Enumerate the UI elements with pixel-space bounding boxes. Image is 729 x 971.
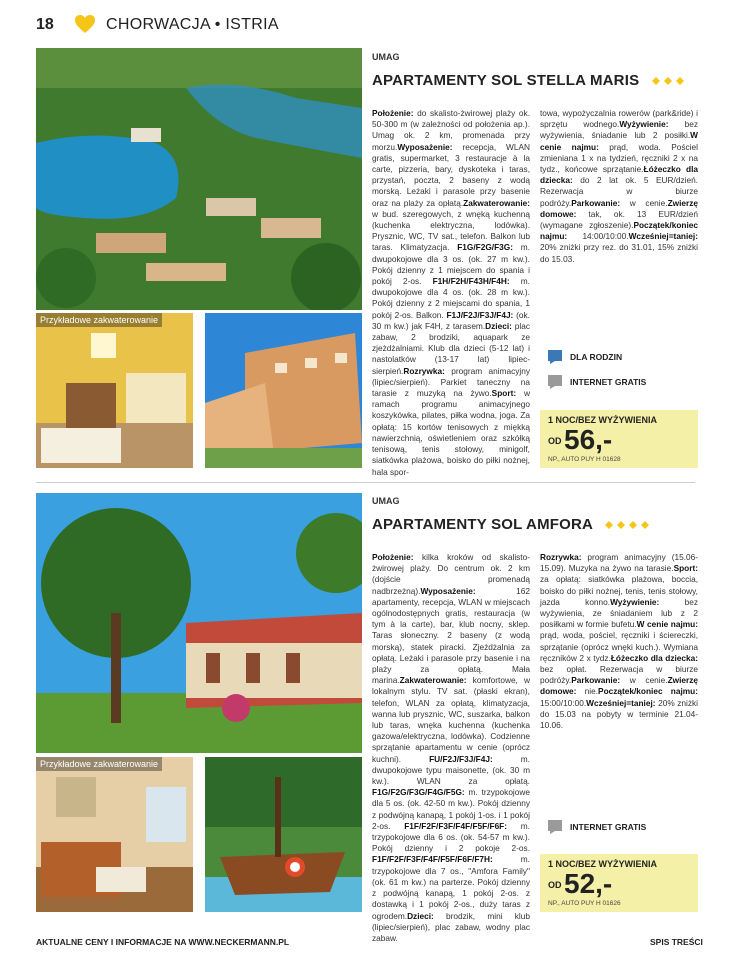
rating-suns-icon [603, 519, 661, 531]
description-body: m. trzypokojowe dla 6 os. (ok. 54-57 m kw.). Pokój dzienny i 2 pokoje 2-os. [372, 820, 530, 854]
price-box [540, 410, 698, 468]
offer-city: UMAG [372, 52, 400, 62]
breadcrumb: CHORWACJA • ISTRIA [106, 16, 279, 33]
description-text [372, 108, 530, 478]
description-heading: Początek/koniec najmu: [598, 686, 699, 697]
offer-title-text: APARTAMENTY SOL AMFORA [372, 516, 593, 533]
description-body: bez wyżywienia, ze śniadaniem lub z 2 posiłkami w formie bufetu. [540, 596, 698, 630]
price-label: 1 NOC/BEZ WYŻYWIENIA [548, 415, 658, 425]
offer-description-col2 [540, 552, 698, 731]
description-body: w ramach programu animacyjnego koszykówka, pilates, piłka wodna, joga. Za opłatą: 15 kortów tenisowych z miękką nawierzchnią, oświetleniem oraz szkółką tenisową, tenis stołowy, minigolf, siatkówka plażowa, boisko do piłki nożnej, hala spor- [372, 388, 530, 477]
description-heading: Wcześniej=taniej: [586, 697, 656, 708]
description-heading: W cenie najmu: [540, 130, 698, 152]
offer-title-text: APARTAMENTY SOL STELLA MARIS [372, 72, 640, 89]
description-text [372, 552, 530, 944]
description-heading: Parkowanie: [571, 197, 621, 208]
feature-internet [548, 820, 646, 834]
description-heading: Zakwaterowanie: [399, 675, 467, 686]
description-body: komfortowe, w lokalnym stylu. TV sat. (płaski ekran), telefon, WLAN za opłatą, klimatyzacja, wanna lub prysznic, WC, suszarka, balkon lub taras, wnęka kuchenna (kuchenka gazowa/elektryczna, lodówka). Codzienne sprzątanie apartamentu w cenie (oprócz kuchni). [372, 675, 530, 764]
feature-family [548, 350, 622, 364]
offer-title [372, 72, 694, 89]
apartment-interior-photo [36, 313, 193, 468]
offer-description-col1 [372, 552, 530, 944]
description-heading: Łóżeczko dla dziecka: [540, 164, 698, 186]
description-body: 20% zniżki do 15.03 na pobyty w terminie 21.04-10.06. [540, 697, 698, 731]
description-heading: Sport: [673, 563, 698, 574]
description-heading: Położenie: [372, 552, 414, 562]
description-heading: F1F/F2F/F3F/F4F/F5F/F6F/F7H: [372, 854, 493, 865]
description-heading: F1J/F2J/F3J/F4J: [446, 309, 514, 320]
section-divider [36, 482, 695, 483]
description-body: kilka kroków od skalisto-żwirowej plaży. Do centrum ok. 2 km (dojście promenadą nadbrzeżną). [372, 552, 530, 596]
description-heading: F1F/F2F/F3F/F4F/F5F/F6F: [404, 820, 508, 831]
description-body: program animacyjny (lipiec/sierpień). Parkiet taneczny na tarasie z muzyką na żywo. [372, 365, 530, 399]
description-heading: Wyżywienie: [610, 596, 660, 607]
page-number: 18 [36, 16, 54, 33]
description-heading: Zwierzę domowe: [540, 197, 698, 219]
description-heading: Łóżeczko dla dziecka: [610, 652, 698, 663]
description-heading: Początek/koniec najmu: [540, 220, 698, 242]
description-heading: Parkowanie: [571, 675, 621, 686]
description-heading: Wcześniej=taniej: [628, 231, 698, 242]
description-text [540, 552, 698, 731]
description-body: 14:00/10:00. [567, 231, 629, 242]
description-body: brodzik, mini klub (lipiec/sierpień), plac zabaw, wodny plac zabaw. [372, 910, 530, 943]
description-body: prąd, woda. Pościel zmieniana 1 x na tydzień, ręczniki 2 x na tydz., końcowe sprzątanie. [540, 141, 698, 175]
description-body: program animacyjny (15.06-15.09). Muzyka na żywo na tarasie. [540, 552, 698, 574]
description-body: m. dwupokojowe dla 3 os. (ok. 27 m kw.). Pokój dzienny z 1 miejscem do spania i pokój 2-os. [372, 242, 530, 287]
description-body: recepcja, WLAN gratis, supermarket, 3 restauracje à la carte, pizzeria, bary, dyskoteka i taras, przystań, poczta, 2 baseny z wodą morską. Leżaki i parasole przy basenie oraz na plaży za opłatą. [372, 141, 530, 208]
description-body: towa, wypożyczalnia rowerów (park&ride) i sprzętu wodnego. [540, 108, 698, 130]
description-heading: Rozrywka: [403, 365, 445, 376]
description-body: 15:00/10:00. [540, 697, 587, 708]
description-body: w cenie. [620, 675, 668, 686]
description-body: w cenie. [620, 197, 668, 208]
description-body: m. trzypokojowe dla 7 os., "Amfora Family" (ok. 61 m kw.) na parterze. Pokój dzienny z podwójną kanapą, 1 pokój 2-os. z dostawką i 1 pokój 2-os., duży taras z ogrodem. [372, 854, 530, 921]
feature-label: INTERNET GRATIS [570, 822, 647, 832]
description-body: (ok. 30 m kw.) jak F4H, z tarasem. [372, 309, 530, 331]
offer-description-col2 [540, 108, 698, 265]
description-heading: F1H/F2H/F43H/F4H: [432, 276, 510, 287]
building-exterior-photo [205, 313, 362, 468]
pirate-ship-pool-photo [205, 757, 362, 912]
heart-logo-icon [74, 14, 96, 34]
description-body: bez opłat. Rezerwacja w biurze podróży. [540, 664, 698, 686]
price-amount: 52,- [564, 868, 613, 899]
description-body: m. trzypokojowe dla 5 os. (ok. 42-50 m kw.). Pokój dzienny z podwójną kanapą, 1 pokój 1-os. i 1 pokój 2-os. [372, 787, 530, 831]
price-note: NP., AUTO PUY H 01626 [548, 900, 621, 907]
description-heading: Rozrywka: [540, 552, 582, 562]
internet-icon [548, 820, 562, 834]
price-label: 1 NOC/BEZ WYŻYWIENIA [548, 859, 658, 869]
description-text [540, 108, 698, 265]
description-heading: Zwierzę domowe: [540, 675, 698, 697]
offer-title [372, 516, 661, 533]
rating-suns-icon [650, 75, 694, 87]
feature-label: DLA RODZIN [570, 352, 623, 362]
description-body: m. dwupokojowe dla 4 os. (ok. 28 m kw.). Pokój dzienny z 2 miejscami do spania, 1 pokój 2-os. Balkon. [372, 276, 530, 320]
description-body: nie. [576, 686, 599, 697]
description-body: bez wyżywienia, śniadanie lub 2 posiłki. [540, 119, 698, 141]
description-heading: W cenie najmu: [636, 619, 698, 630]
description-body: 20% zniżki przy rez. do 31.01, 15% zniżki do 15.03. [540, 242, 698, 264]
description-heading: F1G/F2G/F3G/F4G/F5G: [372, 787, 465, 798]
description-heading: Położenie: [372, 108, 414, 118]
description-body: do 2 lat ok. 5 EUR/dzień. Rezerwacja w biurze podróży. [540, 175, 698, 208]
photo-caption: Przykładowe zakwaterowanie [36, 757, 162, 771]
price-box [540, 854, 698, 912]
price-note: NP., AUTO PUY H 01628 [548, 456, 621, 463]
description-heading: FU/F2J/F3J/F4J: [429, 753, 493, 764]
offer-city: UMAG [372, 496, 400, 506]
description-body: plac zabaw, 2 brodziki, aquapark ze zjeżdżalniami. Klub dla dzieci (5-12 lat) i nastolatków (13-17 lat) lipiec-sierpień. [372, 320, 531, 376]
price-from: OD [548, 880, 562, 890]
description-heading: Wyżywienie: [619, 119, 669, 130]
description-heading: F1G/F2G/F3G: [457, 242, 513, 253]
description-heading: Wyposażenie: [420, 585, 476, 596]
feature-internet [548, 375, 646, 389]
description-heading: Dzieci: [485, 320, 512, 331]
description-body: m. dwupokojowe typu maisonette, (ok. 30 m kw.). WLAN za opłatą. [372, 753, 530, 787]
apartment-living-room-photo [36, 757, 193, 912]
description-body: tak, ok. 13 EUR/dzień (wymagane zgłoszenie). [540, 208, 698, 231]
description-body: do skalisto-żwirowej plaży ok. 50-300 m (w zależności od położenia ap.). Umag ok. 2 km, promenada przy morzu. [372, 108, 530, 152]
description-heading: Sport: [491, 388, 517, 399]
table-of-contents-link[interactable]: SPIS TREŚCI [650, 937, 703, 947]
offer-description-col1 [372, 108, 530, 478]
price-amount: 56,- [564, 424, 613, 455]
price-from: OD [548, 436, 562, 446]
description-body: za opłatą: siatkówka plażowa, boccia, boisko do piłki nożnej, tenis, tenis stołowy, jazda konno. [540, 574, 698, 607]
resort-aerial-photo [36, 48, 362, 310]
family-icon [548, 350, 562, 364]
resort-garden-photo [36, 493, 362, 753]
description-body: w bud. szeregowych, z wnęką kuchenną (kuchenka elektryczna, lodówka). Prysznic, WC, TV sat., telefon. Balkon lub taras. Klimatyzacja. [372, 208, 530, 253]
photo-caption: Przykładowe zakwaterowanie [36, 313, 162, 327]
footer-website-link[interactable]: AKTUALNE CENY I INFORMACJE NA WWW.NECKERMANN.PL [36, 937, 290, 947]
description-heading: Wyposażenie: [397, 141, 453, 152]
description-heading: Zakwaterowanie: [463, 197, 530, 208]
description-heading: Dzieci: [407, 910, 434, 921]
internet-icon [548, 375, 562, 389]
description-body: prąd, woda, pościel, ręczniki i ściereczki, sprzątanie (oprócz wnęki kuch.). Wymiana ręczników 2 x tydz. [540, 630, 698, 663]
feature-label: INTERNET GRATIS [570, 377, 647, 387]
description-body: 162 apartamenty, recepcja, WLAN w miejscach ogólnodostępnych gratis, restauracja (w tym à la carte), bar, klub nocny, sklep. Taras słoneczny. 2 baseny (z wodą morską), statek piracki. Zjeżdżalnia za opłatą. Leżaki i parasole przy basenie i na plaży za opłatą. Mała marina. [372, 585, 530, 686]
